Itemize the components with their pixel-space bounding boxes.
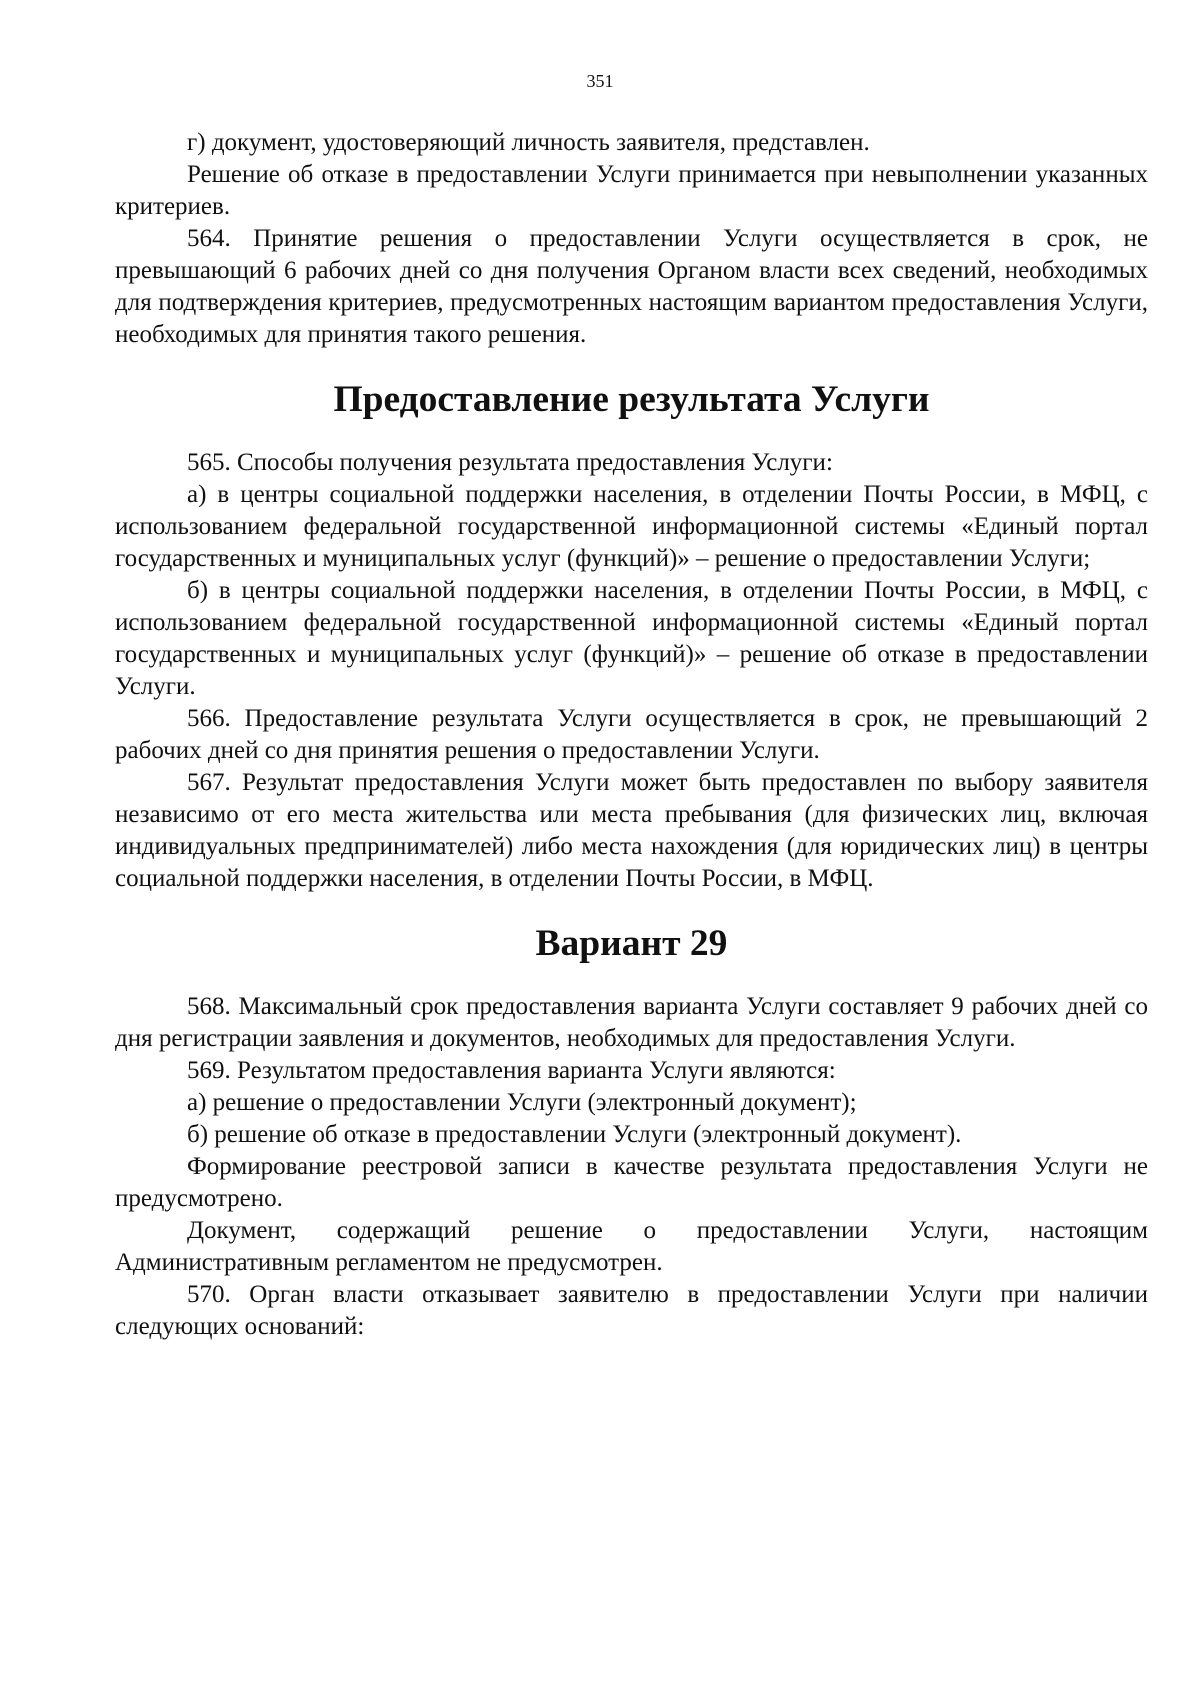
paragraph-568: 568. Максимальный срок предоставления варианта Услуги составляет 9 рабочих дней со дня регистрации заявления и документов, необходимых для предоставления Услуги. bbox=[115, 993, 1148, 1052]
paragraph-decision-document: Документ, содержащий решение о предоставлении Услуги, настоящим Административным регламентом не предусмотрен. bbox=[115, 1217, 1148, 1276]
paragraph-570: 570. Орган власти отказывает заявителю в предоставлении Услуги при наличии следующих оснований: bbox=[115, 1281, 1148, 1340]
section-heading-result: Предоставление результата Услуги bbox=[333, 379, 930, 420]
paragraph-569-a: а) решение о предоставлении Услуги (электронный документ); bbox=[187, 1089, 857, 1116]
paragraph-569-b: б) решение об отказе в предоставлении Услуги (электронный документ). bbox=[187, 1121, 962, 1148]
page-number: 351 bbox=[586, 71, 614, 91]
paragraph-566: 566. Предоставление результата Услуги осуществляется в срок, не превышающий 2 рабочих дней со дня принятия решения о предоставлении Услуги. bbox=[115, 705, 1148, 764]
paragraph-registry-record: Формирование реестровой записи в качестве результата предоставления Услуги не предусмотрено. bbox=[115, 1153, 1148, 1212]
section-heading-variant-29: Вариант 29 bbox=[535, 923, 728, 964]
paragraph-565-a: а) в центры социальной поддержки населения, в отделении Почты России, в МФЦ, с использованием федеральной государственной информационной системы «Единый портал государственных и муниципальных услуг (функций)» – решение о предоставлении Услуги; bbox=[115, 481, 1148, 572]
paragraph-565-b: б) в центры социальной поддержки населения, в отделении Почты России, в МФЦ, с использованием федеральной государственной информационной системы «Единый портал государственных и муниципальных услуг (функций)» – решение об отказе в предоставлении Услуги. bbox=[115, 577, 1148, 700]
paragraph-refusal-decision: Решение об отказе в предоставлении Услуги принимается при невыполнении указанных критериев. bbox=[115, 161, 1148, 220]
page-body bbox=[115, 127, 1148, 1343]
paragraph-567: 567. Результат предоставления Услуги может быть предоставлен по выбору заявителя независимо от его места жительства или места пребывания (для физических лиц, включая индивидуальных предпринимателей) либо места нахождения (для юридических лиц) в центры социальной поддержки населения, в отделении Почты России, в МФЦ. bbox=[115, 769, 1148, 892]
paragraph-569: 569. Результатом предоставления варианта Услуги являются: bbox=[187, 1057, 836, 1084]
paragraph-565: 565. Способы получения результата предоставления Услуги: bbox=[187, 449, 833, 476]
paragraph-g: г) документ, удостоверяющий личность заявителя, представлен. bbox=[187, 129, 870, 156]
paragraph-564: 564. Принятие решения о предоставлении Услуги осуществляется в срок, не превышающий 6 рабочих дней со дня получения Органом власти всех сведений, необходимых для подтверждения критериев, предусмотренных настоящим вариантом предоставления Услуги, необходимых для принятия такого решения. bbox=[115, 225, 1148, 348]
